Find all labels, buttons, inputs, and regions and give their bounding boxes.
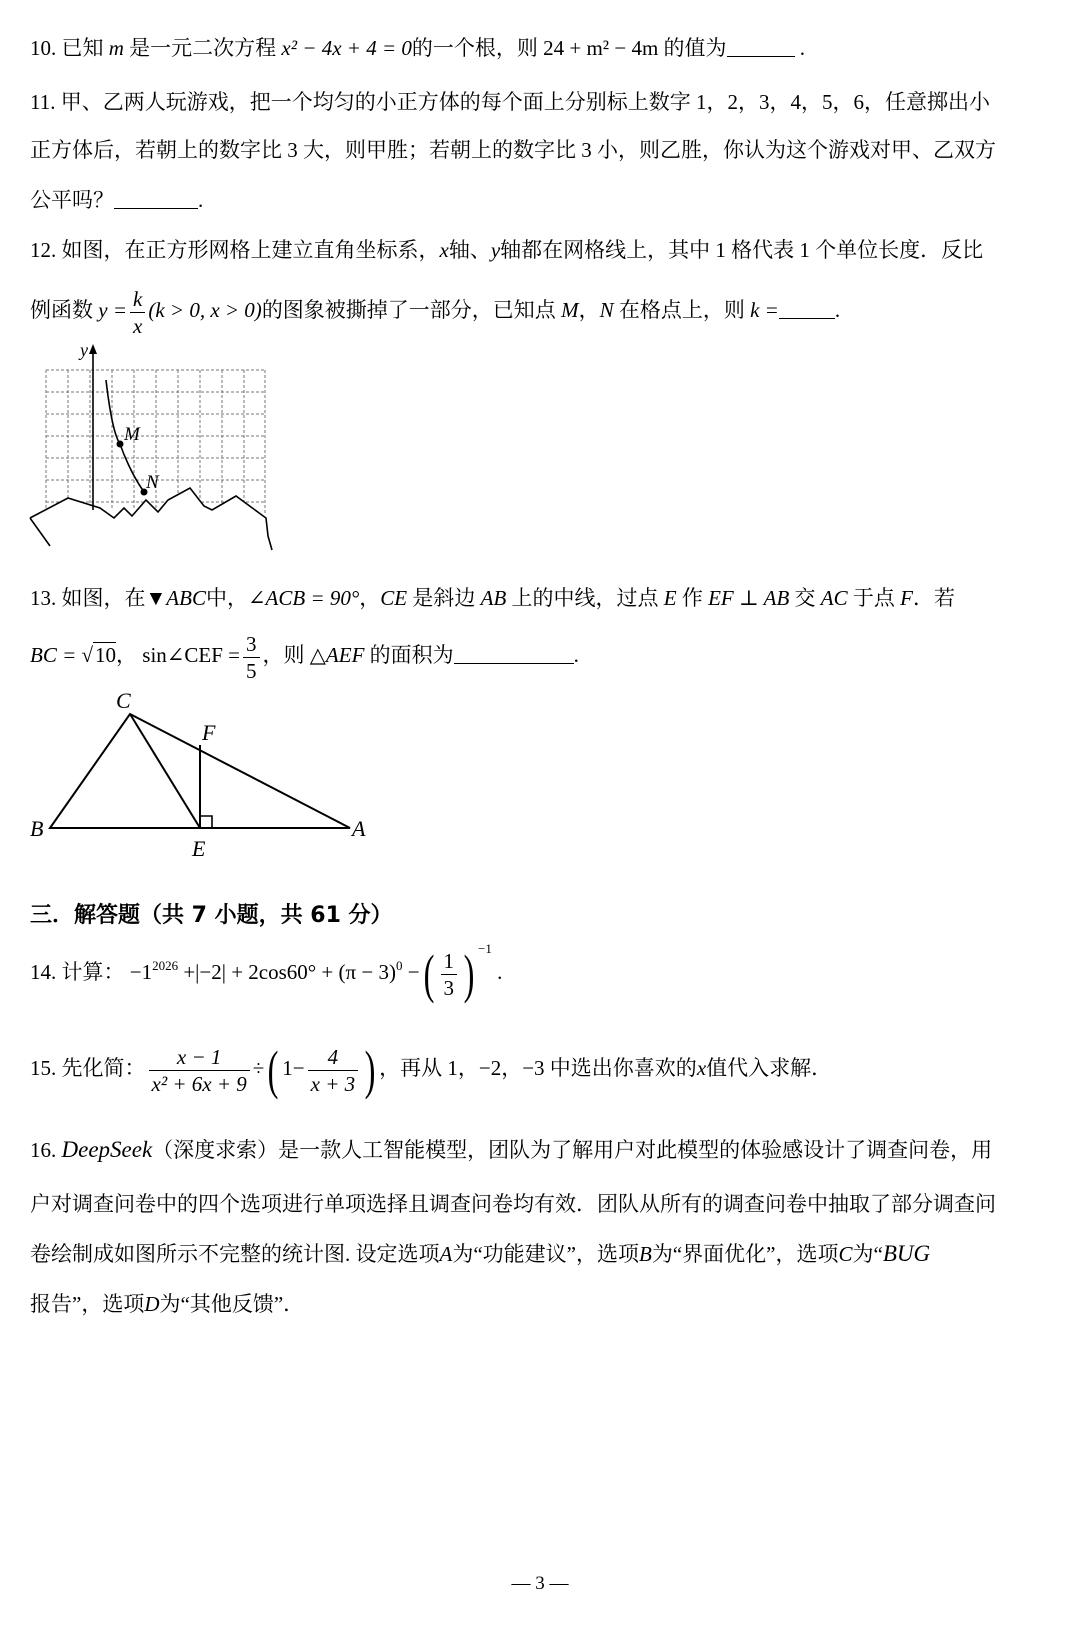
q15-label: 15. 先化简：	[30, 1056, 146, 1080]
paren-close: )	[364, 1040, 376, 1101]
q10-text: 的值为	[663, 36, 727, 60]
q13-seg: AC	[820, 586, 848, 610]
q11-end: .	[198, 188, 204, 212]
answer-blank[interactable]	[779, 298, 835, 319]
question-14	[30, 941, 503, 1005]
question-12-line2	[30, 282, 840, 339]
question-16-line2: 户对调查问卷中的四个选项进行单项选择且调查问卷均有效．团队从所有的调查问卷中抽取了部分调查问	[30, 1192, 996, 1216]
q10-text: 是一元二次方程	[129, 36, 277, 60]
paren-close: )	[463, 944, 475, 1005]
question-15	[30, 1036, 832, 1100]
q10-var-m: m	[108, 36, 124, 60]
q14-term: +|−2| + 2cos60° + (π − 3)	[183, 960, 396, 984]
q16-text: 报告”，选项	[30, 1292, 145, 1316]
q14-exp: 2026	[152, 958, 179, 973]
q11-text: 公平吗？	[30, 188, 114, 212]
paren-open: (	[267, 1040, 279, 1101]
label-M: M	[124, 424, 140, 445]
frac-den: 5	[243, 657, 260, 684]
q15-fraction-2	[308, 1044, 359, 1097]
q10-expression: 24 + m² − 4m	[543, 36, 659, 60]
frac-den: x + 3	[308, 1070, 359, 1097]
q13-text: 于点	[852, 586, 895, 610]
frac-num: x − 1	[176, 1044, 222, 1069]
q15-one: 1−	[282, 1056, 305, 1080]
q12-text: 12. 如图，在正方形网格上建立直角坐标系，	[30, 238, 440, 262]
q12-comma: ，	[578, 298, 600, 322]
q13-sin: sin∠CEF =	[142, 643, 241, 667]
q13-fraction	[243, 631, 260, 684]
q13-text: ，则	[262, 643, 305, 667]
answer-blank[interactable]	[454, 643, 574, 664]
q16-option: A	[439, 1242, 453, 1266]
q16-option: C	[838, 1242, 853, 1266]
frac-num: 1	[443, 948, 455, 973]
q12-figure	[28, 340, 288, 560]
q13-seg: AB	[480, 586, 507, 610]
q12-var: y	[490, 238, 501, 262]
q12-fraction	[130, 286, 145, 339]
q12-fn-lhs: y =	[98, 298, 127, 322]
q13-perp: EF ⊥ AB	[708, 586, 790, 610]
q13-text: ，	[359, 586, 381, 610]
q15-text: ，再从 1，−2，−3 中选出你喜欢的	[379, 1056, 697, 1080]
paren-open: (	[423, 944, 434, 1005]
q14-term: −1	[129, 960, 153, 984]
q10-text: 已知	[61, 36, 104, 60]
q12-condition: (k > 0, x > 0)	[148, 298, 262, 322]
q14-label: 14. 计算：	[30, 960, 125, 984]
q14-exp: 0	[395, 958, 403, 973]
answer-blank[interactable]	[727, 36, 795, 57]
q10-number: 10.	[30, 36, 57, 60]
point-M	[117, 441, 124, 448]
q13-angle: ∠ACB = 90°	[247, 586, 360, 610]
page-number: — 3 —	[511, 1573, 569, 1594]
label-B: B	[30, 816, 44, 841]
q14-fraction	[441, 948, 458, 1001]
question-16-line4	[30, 1290, 304, 1318]
q13-triangle: ▼ABC	[145, 586, 206, 610]
q16-text: 为“功能建议”，选项	[452, 1242, 639, 1266]
q16-text: 为“界面优化”，选项	[651, 1242, 839, 1266]
right-angle-mark	[200, 816, 212, 828]
label-C: C	[116, 688, 131, 713]
q12-text: 轴、	[448, 238, 491, 262]
question-16-line1	[30, 1136, 992, 1164]
q12-point-M: M	[561, 298, 579, 322]
q13-seg: CE	[380, 586, 408, 610]
q12-point-N: N	[599, 298, 614, 322]
q16-text: 为“其他反馈”．	[159, 1292, 305, 1316]
q12-text: 例函数	[30, 298, 93, 322]
label-E: E	[192, 836, 206, 861]
q10-equation: x² − 4x + 4 = 0	[281, 36, 412, 60]
label-F: F	[202, 720, 216, 745]
q13-point: F	[900, 586, 913, 610]
q12-text: 轴都在网格线上，其中 1 格代表 1 个单位长度．反比	[500, 238, 984, 262]
frac-den: x² + 6x + 9	[149, 1070, 250, 1097]
y-axis-label: y	[80, 340, 88, 360]
question-11-line2: 正方体后，若朝上的数字比 3 大，则甲胜；若朝上的数字比 3 小，则乙胜，你认为这个游戏对甲、乙双方	[30, 138, 996, 162]
grid-lines	[46, 370, 265, 515]
q13-text: 13. 如图，在	[30, 586, 146, 610]
q16-number: 16.	[30, 1138, 57, 1162]
frac-den: x	[130, 312, 145, 339]
q12-k: k =	[750, 298, 779, 322]
question-10	[30, 34, 805, 62]
q13-point: E	[663, 586, 677, 610]
frac-num: 4	[327, 1044, 339, 1069]
question-16-line3	[30, 1240, 930, 1268]
q15-divide: ÷	[252, 1056, 265, 1080]
q16-text: 卷绘制成如图所示不完整的统计图. 设定选项	[30, 1242, 440, 1266]
q13-aef: △AEF	[309, 643, 365, 667]
q10-end: .	[799, 36, 806, 60]
q14-end: .	[497, 960, 503, 984]
q12-end: .	[834, 298, 841, 322]
frac-num: 3	[246, 631, 257, 656]
frac-den: 3	[441, 974, 458, 1001]
q12-text: 在格点上，则	[618, 298, 745, 322]
q13-text: 是斜边	[412, 586, 476, 610]
q15-fraction-1	[149, 1044, 250, 1097]
q15-text: 值代入求解．	[706, 1056, 833, 1080]
q16-option: B	[638, 1242, 652, 1266]
q16-text: （深度求索）是一款人工智能模型，团队为了解用户对此模型的体验感设计了调查问卷，用	[152, 1138, 993, 1162]
label-N: N	[146, 472, 159, 493]
question-11-line3	[30, 186, 203, 214]
question-13-line1	[30, 584, 955, 612]
q13-text: ，	[116, 643, 138, 667]
q14-minus: −	[407, 960, 420, 984]
q16-text: 为“	[852, 1242, 883, 1266]
question-13-line2: BC = √10， sin∠CEF = $\frac{3}{5}$ ，则 △AEF 的面积为 .	[30, 631, 579, 683]
q13-text: 中，	[205, 586, 248, 610]
q13-radicand: 10	[95, 643, 117, 667]
q13-end: .	[573, 643, 579, 667]
q13-figure	[28, 690, 388, 880]
q10-text: 的一个根，则	[411, 36, 538, 60]
section-title: 三．解答题（共 7 小题，共 61 分）	[30, 903, 393, 928]
q13-text: 上的中线，过点	[511, 586, 659, 610]
q16-deepseek: DeepSeek	[61, 1137, 153, 1162]
frac-num: k	[133, 286, 143, 311]
q13-text: 作	[681, 586, 703, 610]
q16-option: D	[144, 1292, 160, 1316]
y-axis-arrow	[89, 344, 97, 354]
q13-text: ．若	[912, 586, 955, 610]
question-11-line1: 11. 甲、乙两人玩游戏，把一个均匀的小正方体的每个面上分别标上数字 1，2，3，4，5，6，任意掷出小	[30, 90, 990, 114]
q13-text: 的面积为	[369, 643, 454, 667]
q12-text: 的图象被撕掉了一部分，已知点	[261, 298, 556, 322]
question-12-line1	[30, 236, 983, 264]
q13-text: 交	[794, 586, 816, 610]
q16-bug: BUG	[882, 1241, 931, 1266]
q13-bc: BC =	[30, 643, 77, 667]
label-A: A	[352, 816, 366, 841]
q12-var: x	[439, 238, 449, 262]
q14-exp: −1	[478, 941, 492, 956]
q15-var: x	[696, 1056, 707, 1080]
answer-blank[interactable]	[114, 188, 198, 209]
